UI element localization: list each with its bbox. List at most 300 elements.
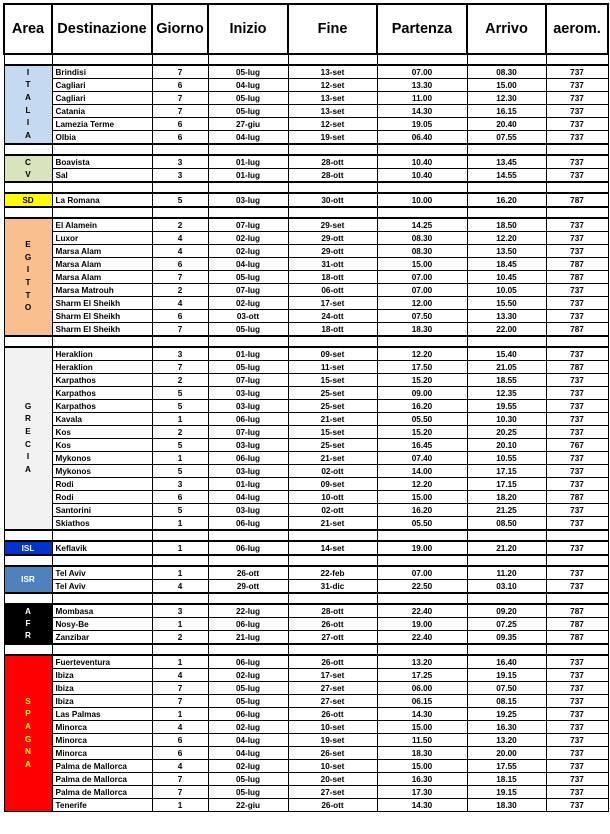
aircraft-cell: 737: [546, 426, 608, 439]
table-row: [4, 361, 608, 374]
area-label: [4, 65, 52, 144]
end-cell: 25-set: [288, 439, 377, 452]
aircraft-cell: 737: [546, 65, 608, 79]
departure-cell: 14.30: [377, 105, 467, 118]
day-cell: 2: [152, 426, 208, 439]
arrival-cell: 15.40: [467, 347, 546, 361]
aircraft-cell: 787: [546, 193, 608, 207]
day-cell: 1: [152, 413, 208, 426]
start-cell: 01-lug: [208, 155, 288, 169]
departure-cell: 06.00: [377, 682, 467, 695]
end-cell: 06-ott: [288, 284, 377, 297]
start-cell: 02-lug: [208, 245, 288, 258]
arrival-cell: 08.50: [467, 517, 546, 531]
arrival-cell: 17.15: [467, 478, 546, 491]
aircraft-cell: 767: [546, 439, 608, 452]
arrival-cell: 22.00: [467, 323, 546, 337]
area-letter: R: [25, 414, 31, 424]
table-row: [4, 655, 608, 669]
spacer-cell: [288, 207, 377, 218]
area-letter: E: [25, 240, 31, 250]
departure-cell: 16.20: [377, 400, 467, 413]
spacer-cell: [288, 555, 377, 566]
destination-cell: Lamezia Terme: [52, 118, 152, 131]
start-cell: 07-lug: [208, 218, 288, 232]
departure-cell: 12.20: [377, 478, 467, 491]
area-letter: G: [24, 252, 32, 262]
table-row: [4, 669, 608, 682]
departure-cell: 16.30: [377, 773, 467, 786]
arrival-cell: 18.45: [467, 258, 546, 271]
table-row: [4, 631, 608, 645]
departure-cell: 22.40: [377, 631, 467, 645]
spacer-cell: [52, 207, 152, 218]
start-cell: 06-lug: [208, 618, 288, 631]
spacer-cell: [52, 182, 152, 193]
departure-cell: 07.50: [377, 310, 467, 323]
destination-cell: Fuerteventura: [52, 655, 152, 669]
end-cell: 13-set: [288, 105, 377, 118]
aircraft-cell: 737: [546, 232, 608, 245]
aircraft-cell: 737: [546, 682, 608, 695]
end-cell: 15-set: [288, 374, 377, 387]
departure-cell: 10.40: [377, 155, 467, 169]
spacer-cell: [152, 336, 208, 347]
flight-schedule-table: [3, 3, 609, 812]
spacer-cell: [4, 530, 52, 541]
area-letter: E: [25, 426, 31, 436]
table-row: [4, 491, 608, 504]
day-cell: 1: [152, 799, 208, 812]
arrival-cell: 12.35: [467, 387, 546, 400]
spacer-cell: [152, 182, 208, 193]
arrival-cell: 16.40: [467, 655, 546, 669]
day-cell: 6: [152, 258, 208, 271]
table-row: [4, 517, 608, 531]
area-label: [4, 655, 52, 812]
area-letter: A: [25, 606, 31, 616]
end-cell: 21-set: [288, 452, 377, 465]
aircraft-cell: 737: [546, 400, 608, 413]
start-cell: 03-lug: [208, 387, 288, 400]
spacer-cell: [467, 593, 546, 604]
spacer-cell: [546, 530, 608, 541]
aircraft-cell: 737: [546, 786, 608, 799]
destination-cell: Skiathos: [52, 517, 152, 531]
start-cell: 01-lug: [208, 478, 288, 491]
arrival-cell: 18.15: [467, 773, 546, 786]
group-spacer: [4, 644, 608, 655]
start-cell: 02-lug: [208, 297, 288, 310]
arrival-cell: 10.55: [467, 452, 546, 465]
spacer-cell: [208, 54, 288, 65]
destination-cell: Keflavik: [52, 541, 152, 555]
end-cell: 11-set: [288, 361, 377, 374]
arrival-cell: 07.55: [467, 131, 546, 145]
end-cell: 29-ott: [288, 232, 377, 245]
spacer-cell: [377, 555, 467, 566]
arrival-cell: 03.10: [467, 580, 546, 594]
area-letter: I: [26, 452, 30, 462]
table-row: [4, 465, 608, 478]
area-letter: O: [24, 303, 32, 313]
spacer-cell: [467, 207, 546, 218]
destination-cell: Kos: [52, 439, 152, 452]
end-cell: 31-dic: [288, 580, 377, 594]
header-row: [4, 4, 608, 54]
start-cell: 05-lug: [208, 695, 288, 708]
day-cell: 1: [152, 655, 208, 669]
day-cell: 7: [152, 65, 208, 79]
arrival-cell: 18.20: [467, 491, 546, 504]
arrival-cell: 19.15: [467, 669, 546, 682]
start-cell: 05-lug: [208, 271, 288, 284]
group-spacer: [4, 144, 608, 155]
departure-cell: 08.30: [377, 232, 467, 245]
destination-cell: Minorca: [52, 734, 152, 747]
end-cell: 26-ott: [288, 655, 377, 669]
aircraft-cell: 737: [546, 79, 608, 92]
table-row: [4, 541, 608, 555]
start-cell: 29-ott: [208, 580, 288, 594]
day-cell: 5: [152, 465, 208, 478]
aircraft-cell: 737: [546, 310, 608, 323]
end-cell: 27-set: [288, 682, 377, 695]
destination-cell: Santorini: [52, 504, 152, 517]
spacer-cell: [208, 555, 288, 566]
spacer-cell: [288, 144, 377, 155]
destination-cell: El Alamein: [52, 218, 152, 232]
arrival-cell: 18.30: [467, 799, 546, 812]
group-spacer: [4, 182, 608, 193]
departure-cell: 22.50: [377, 580, 467, 594]
end-cell: 26-ott: [288, 618, 377, 631]
end-cell: 13-set: [288, 92, 377, 105]
group-spacer: [4, 336, 608, 347]
table-row: [4, 297, 608, 310]
destination-cell: Mombasa: [52, 604, 152, 618]
spacer-cell: [52, 530, 152, 541]
destination-cell: Minorca: [52, 721, 152, 734]
table-row: [4, 618, 608, 631]
destination-cell: Sharm El Sheikh: [52, 323, 152, 337]
destination-cell: Kavala: [52, 413, 152, 426]
start-cell: 07-lug: [208, 374, 288, 387]
table-row: [4, 169, 608, 183]
day-cell: 2: [152, 374, 208, 387]
start-cell: 05-lug: [208, 105, 288, 118]
departure-cell: 15.00: [377, 258, 467, 271]
destination-cell: Tel Aviv: [52, 580, 152, 594]
table-row: [4, 426, 608, 439]
aircraft-cell: 737: [546, 541, 608, 555]
table-row: [4, 786, 608, 799]
header-end: Fine: [288, 4, 377, 54]
spacer-cell: [208, 207, 288, 218]
destination-cell: Ibiza: [52, 682, 152, 695]
day-cell: 4: [152, 297, 208, 310]
arrival-cell: 11.20: [467, 566, 546, 580]
day-cell: 7: [152, 361, 208, 374]
day-cell: 3: [152, 169, 208, 183]
departure-cell: 10.40: [377, 169, 467, 183]
aircraft-cell: 737: [546, 105, 608, 118]
spacer-cell: [546, 182, 608, 193]
departure-cell: 16.45: [377, 439, 467, 452]
table-row: [4, 413, 608, 426]
end-cell: 17-set: [288, 669, 377, 682]
aircraft-cell: 737: [546, 478, 608, 491]
end-cell: 21-set: [288, 517, 377, 531]
end-cell: 02-ott: [288, 504, 377, 517]
destination-cell: Heraklion: [52, 347, 152, 361]
spacer-cell: [377, 644, 467, 655]
destination-cell: Boavista: [52, 155, 152, 169]
destination-cell: Palma de Mallorca: [52, 773, 152, 786]
area-letter: T: [25, 290, 31, 300]
spacer-cell: [52, 593, 152, 604]
spacer-cell: [288, 530, 377, 541]
area-letter: R: [25, 631, 31, 641]
start-cell: 02-lug: [208, 721, 288, 734]
departure-cell: 16.20: [377, 504, 467, 517]
spacer-cell: [208, 530, 288, 541]
arrival-cell: 08.30: [467, 65, 546, 79]
spacer-cell: [52, 555, 152, 566]
departure-cell: 14.25: [377, 218, 467, 232]
arrival-cell: 21.25: [467, 504, 546, 517]
start-cell: 04-lug: [208, 258, 288, 271]
aircraft-cell: 787: [546, 631, 608, 645]
spacer-cell: [377, 182, 467, 193]
day-cell: 5: [152, 439, 208, 452]
table-row: [4, 747, 608, 760]
aircraft-cell: 737: [546, 580, 608, 594]
arrival-cell: 13.50: [467, 245, 546, 258]
spacer-cell: [546, 555, 608, 566]
start-cell: 06-lug: [208, 452, 288, 465]
day-cell: 4: [152, 580, 208, 594]
header-destination: Destinazione: [52, 4, 152, 54]
table-row: [4, 452, 608, 465]
end-cell: 27-set: [288, 786, 377, 799]
day-cell: 1: [152, 566, 208, 580]
aircraft-cell: 737: [546, 374, 608, 387]
departure-cell: 14.00: [377, 465, 467, 478]
aircraft-cell: 737: [546, 413, 608, 426]
departure-cell: 05.50: [377, 413, 467, 426]
end-cell: 26-set: [288, 747, 377, 760]
spacer-cell: [377, 593, 467, 604]
spacer-cell: [546, 144, 608, 155]
destination-cell: Zanzibar: [52, 631, 152, 645]
end-cell: 14-set: [288, 541, 377, 555]
arrival-cell: 15.50: [467, 297, 546, 310]
table-row: [4, 773, 608, 786]
start-cell: 04-lug: [208, 79, 288, 92]
start-cell: 03-ott: [208, 310, 288, 323]
spacer-cell: [467, 144, 546, 155]
table-row: [4, 232, 608, 245]
start-cell: 05-lug: [208, 773, 288, 786]
table-row: [4, 92, 608, 105]
end-cell: 02-ott: [288, 465, 377, 478]
spacer-cell: [467, 530, 546, 541]
spacer-cell: [208, 644, 288, 655]
start-cell: 04-lug: [208, 491, 288, 504]
departure-cell: 07.40: [377, 452, 467, 465]
header-start: Inizio: [208, 4, 288, 54]
aircraft-cell: 787: [546, 604, 608, 618]
destination-cell: Tel Aviv: [52, 566, 152, 580]
day-cell: 5: [152, 193, 208, 207]
area-letter: G: [24, 401, 32, 411]
spacer-cell: [546, 644, 608, 655]
spacer-cell: [52, 54, 152, 65]
destination-cell: Mykonos: [52, 452, 152, 465]
spacer-cell: [288, 336, 377, 347]
start-cell: 05-lug: [208, 92, 288, 105]
departure-cell: 13.30: [377, 79, 467, 92]
destination-cell: Ibiza: [52, 669, 152, 682]
arrival-cell: 10.05: [467, 284, 546, 297]
end-cell: 22-feb: [288, 566, 377, 580]
destination-cell: Brindisi: [52, 65, 152, 79]
table-row: [4, 695, 608, 708]
day-cell: 7: [152, 682, 208, 695]
aircraft-cell: 737: [546, 218, 608, 232]
arrival-cell: 13.30: [467, 310, 546, 323]
table-row: [4, 799, 608, 812]
arrival-cell: 13.45: [467, 155, 546, 169]
table-row: [4, 439, 608, 452]
destination-cell: Olbia: [52, 131, 152, 145]
spacer-cell: [467, 182, 546, 193]
area-letter: A: [25, 721, 31, 731]
end-cell: 24-ott: [288, 310, 377, 323]
aircraft-cell: 737: [546, 695, 608, 708]
day-cell: 4: [152, 669, 208, 682]
day-cell: 2: [152, 284, 208, 297]
area-label: [4, 155, 52, 182]
area-letter: A: [25, 92, 31, 102]
aircraft-cell: 787: [546, 258, 608, 271]
table-row: [4, 271, 608, 284]
end-cell: 21-set: [288, 413, 377, 426]
arrival-cell: 21.05: [467, 361, 546, 374]
departure-cell: 05.50: [377, 517, 467, 531]
aircraft-cell: 737: [546, 169, 608, 183]
arrival-cell: 20.10: [467, 439, 546, 452]
table-row: [4, 504, 608, 517]
arrival-cell: 08.15: [467, 695, 546, 708]
spacer-cell: [288, 644, 377, 655]
end-cell: 27-set: [288, 695, 377, 708]
destination-cell: Rodi: [52, 478, 152, 491]
start-cell: 06-lug: [208, 517, 288, 531]
aircraft-cell: 737: [546, 131, 608, 145]
aircraft-cell: 737: [546, 655, 608, 669]
spacer-cell: [4, 54, 52, 65]
start-cell: 03-lug: [208, 400, 288, 413]
destination-cell: Karpathos: [52, 400, 152, 413]
area-letter: N: [25, 747, 31, 757]
departure-cell: 08.30: [377, 245, 467, 258]
departure-cell: 09.00: [377, 387, 467, 400]
departure-cell: 15.20: [377, 426, 467, 439]
day-cell: 3: [152, 155, 208, 169]
arrival-cell: 10.30: [467, 413, 546, 426]
area-label: [4, 347, 52, 530]
area-code: ISR: [21, 575, 35, 584]
start-cell: 04-lug: [208, 747, 288, 760]
end-cell: 26-ott: [288, 708, 377, 721]
aircraft-cell: 787: [546, 618, 608, 631]
destination-cell: Rodi: [52, 491, 152, 504]
end-cell: 28-ott: [288, 169, 377, 183]
day-cell: 6: [152, 118, 208, 131]
spacer-cell: [546, 54, 608, 65]
destination-cell: Nosy-Be: [52, 618, 152, 631]
arrival-cell: 18.50: [467, 218, 546, 232]
day-cell: 7: [152, 105, 208, 118]
area-label: [4, 218, 52, 336]
departure-cell: 12.20: [377, 347, 467, 361]
spacer-cell: [377, 144, 467, 155]
area-letter: I: [26, 67, 30, 77]
arrival-cell: 17.15: [467, 465, 546, 478]
start-cell: 01-lug: [208, 169, 288, 183]
end-cell: 15-set: [288, 426, 377, 439]
departure-cell: 07.00: [377, 65, 467, 79]
start-cell: 01-lug: [208, 347, 288, 361]
area-letter: C: [25, 157, 31, 167]
start-cell: 03-lug: [208, 439, 288, 452]
departure-cell: 15.00: [377, 760, 467, 773]
arrival-cell: 19.55: [467, 400, 546, 413]
aircraft-cell: 737: [546, 517, 608, 531]
aircraft-cell: 787: [546, 491, 608, 504]
start-cell: 05-lug: [208, 361, 288, 374]
start-cell: 07-lug: [208, 426, 288, 439]
end-cell: 26-ott: [288, 799, 377, 812]
spacer-cell: [52, 144, 152, 155]
aircraft-cell: 737: [546, 245, 608, 258]
departure-cell: 15.00: [377, 721, 467, 734]
destination-cell: Kos: [52, 426, 152, 439]
end-cell: 31-ott: [288, 258, 377, 271]
end-cell: 27-ott: [288, 631, 377, 645]
arrival-cell: 20.00: [467, 747, 546, 760]
table-row: [4, 218, 608, 232]
area-letter: A: [25, 130, 31, 140]
start-cell: 04-lug: [208, 734, 288, 747]
spacer-cell: [4, 644, 52, 655]
day-cell: 6: [152, 734, 208, 747]
area-label: [4, 566, 52, 593]
spacer-cell: [4, 207, 52, 218]
aircraft-cell: 737: [546, 92, 608, 105]
table-row: [4, 105, 608, 118]
spacer-cell: [467, 555, 546, 566]
table-row: [4, 131, 608, 145]
area-label: [4, 541, 52, 555]
spacer-cell: [288, 182, 377, 193]
departure-cell: 11.00: [377, 92, 467, 105]
destination-cell: Sharm El Sheikh: [52, 297, 152, 310]
arrival-cell: 20.25: [467, 426, 546, 439]
table-row: [4, 79, 608, 92]
